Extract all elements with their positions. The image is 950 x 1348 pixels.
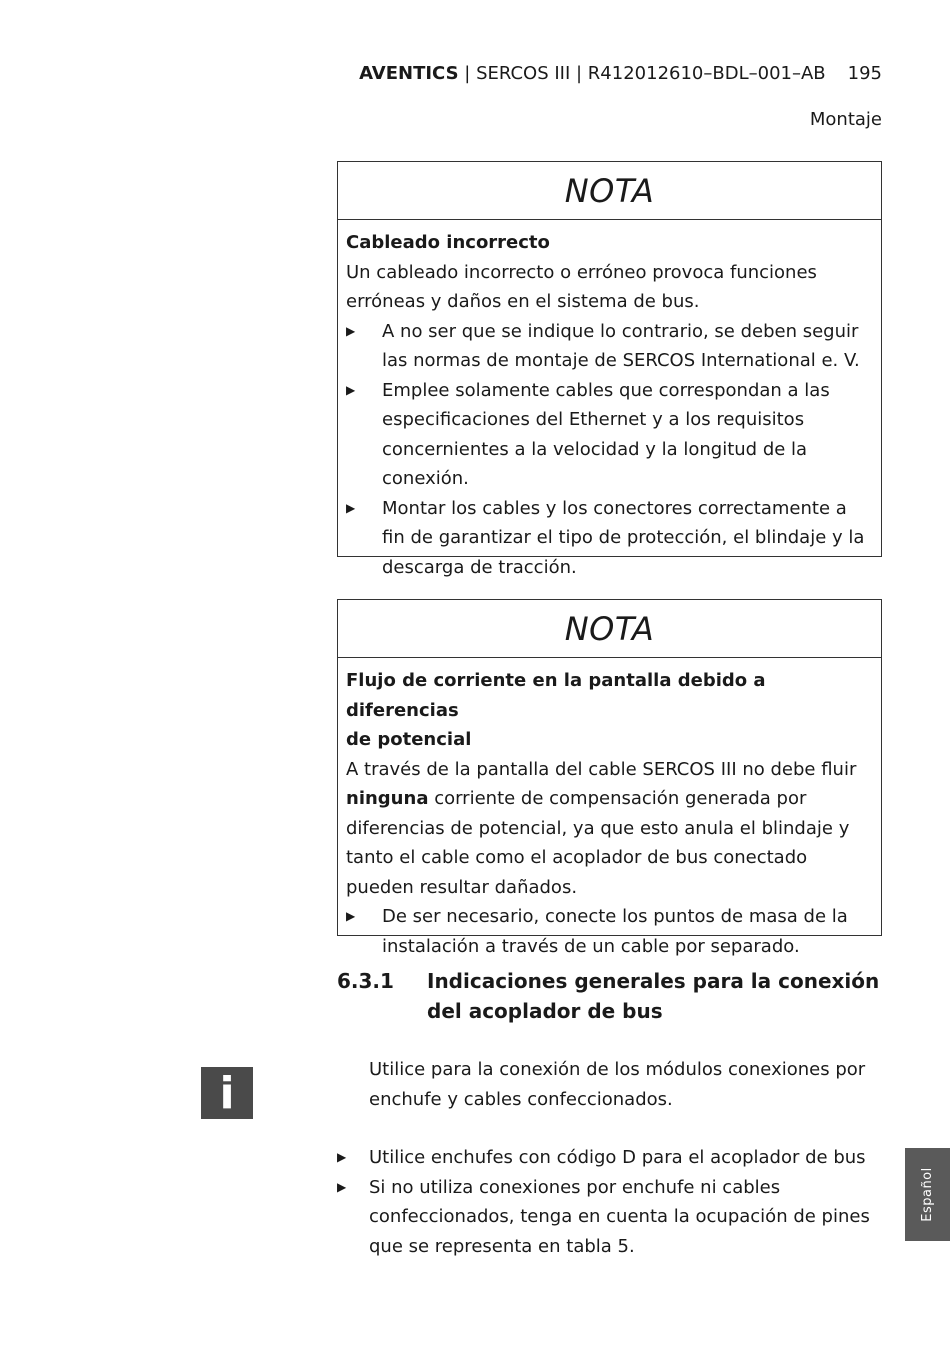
list-item: ▶ De ser necesario, conecte los puntos de masa de la instalación a través de un cable por separado. [346, 902, 873, 961]
notice-heading: NOTA [338, 162, 881, 220]
notice-title-line-1: Flujo de corriente en la pantalla debido a diferencias [346, 670, 766, 721]
list-item: ▶ Utilice enchufes con código D para el acoplador de bus [337, 1143, 885, 1173]
info-note: Utilice para la conexión de los módulos conexiones por enchufe y cables confeccionados. [369, 1059, 866, 1110]
document-id: | SERCOS III | R412012610–BDL–001–AB [458, 63, 826, 84]
info-icon: i [201, 1067, 253, 1119]
notice-box-shield-current [337, 599, 882, 957]
notice-title-line-2: de potencial [346, 729, 472, 750]
bullet-arrow-icon: ▶ [346, 382, 356, 397]
page-number: 195 [847, 63, 882, 84]
list-item: ▶ Montar los cables y los conectores correctamente a fin de garantizar el tipo de protección, el blindaje y la descarga de tracción. [346, 494, 873, 583]
section-heading [337, 966, 879, 1026]
notice-heading: NOTA [338, 600, 881, 658]
section-number: 6.3.1 [337, 969, 394, 993]
list-item: ▶ Emplee solamente cables que correspondan a las especificaciones del Ethernet y a los requisitos concernientes a la velocidad y la longitud de la conexión. [346, 376, 873, 494]
section-title: Indicaciones generales para la conexión del acoplador de bus [427, 969, 880, 1023]
emphasis: ninguna [346, 788, 429, 809]
chapter-label: Montaje [809, 109, 882, 130]
notice-box-wiring [337, 161, 882, 578]
brand-name: AVENTICS [359, 63, 459, 84]
instruction-list [337, 1143, 885, 1261]
bullet-arrow-icon: ▶ [346, 909, 356, 923]
notice-body [338, 658, 881, 967]
bullet-arrow-icon: ▶ [346, 500, 356, 515]
notice-intro: A través de la pantalla del cable SERCOS III no debe fluir ninguna corriente de compensación generada por diferencias de potencial, ya que esto anula el blindaje y tanto el cable como el acoplador de bus conectado pueden resultar dañados. [346, 758, 857, 898]
bullet-arrow-icon: ▶ [346, 323, 356, 338]
language-tab: Español [905, 1148, 950, 1241]
notice-body [338, 220, 881, 588]
running-header [359, 63, 882, 84]
bullet-arrow-icon: ▶ [337, 1179, 347, 1194]
list-item: ▶ A no ser que se indique lo contrario, se deben seguir las normas de montaje de SERCOS International e. V. [346, 317, 873, 376]
bullet-arrow-icon: ▶ [337, 1150, 347, 1164]
notice-intro: Un cableado incorrecto o erróneo provoca funciones erróneas y daños en el sistema de bus. [346, 261, 817, 312]
notice-title: Cableado incorrecto [346, 232, 550, 253]
list-item: ▶ Si no utiliza conexiones por enchufe ni cables confeccionados, tenga en cuenta la ocupación de pines que se representa en tabla 5. [337, 1173, 885, 1262]
